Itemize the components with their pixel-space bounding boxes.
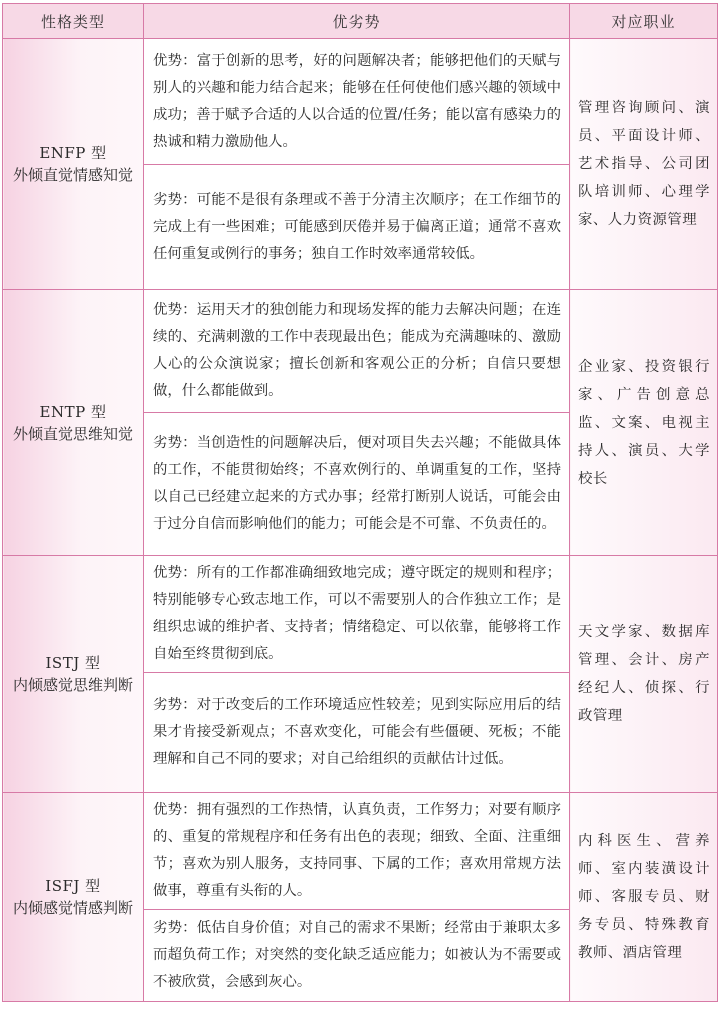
cons-cell: 劣势：可能不是很有条理或不善于分清主次顺序；在工作细节的完成上有一些困难；可能感到厌倦并易于偏离正道；通常不喜欢任何重复或例行的事务；独自工作时效率通常较低。	[144, 165, 570, 290]
type-code: ISTJ 型	[45, 654, 101, 672]
careers-cell: 企业家、投资银行家、广告创意总监、文案、电视主持人、演员、大学校长	[570, 290, 718, 556]
type-code: ENFP 型	[39, 144, 107, 162]
type-name: 内倾感觉情感判断	[12, 899, 133, 917]
pros-cell: 优势：富于创新的思考，好的问题解决者；能够把他们的天赋与别人的兴趣和能力结合起来；能够在任何使他们感兴趣的领域中成功；善于赋予合适的人以合适的位置/任务；能以富有感染力的热诚和精力激励他人。	[144, 39, 570, 165]
cons-cell: 劣势：低估自身价值；对自己的需求不果断；经常由于兼职太多而超负荷工作；对突然的变化缺乏适应能力；如被认为不需要或不被欣赏，会感到灰心。	[144, 910, 570, 1002]
careers-cell: 天文学家、数据库管理、会计、房产经纪人、侦探、行政管理	[570, 556, 718, 793]
header-row	[3, 4, 718, 39]
header-careers: 对应职业	[570, 4, 718, 39]
type-name: 外倾直觉思维知觉	[12, 424, 133, 443]
cons-cell: 劣势：当创造性的问题解决后，便对项目失去兴趣；不能做具体的工作，不能贯彻始终；不喜欢例行的、单调重复的工作，坚持以自己已经建立起来的方式办事；经常打断别人说话，可能会由于过分自信而影响他们的能力；可能会是不可靠、不负责任的。	[144, 413, 570, 556]
header-type: 性格类型	[3, 4, 144, 39]
header-advantages: 优劣势	[144, 4, 570, 39]
type-name: 外倾直觉情感知觉	[12, 166, 133, 184]
careers-cell: 内科医生、营养师、室内装潢设计师、客服专员、财务专员、特殊教育教师、酒店管理	[570, 793, 718, 1002]
type-code: ISFJ 型	[45, 877, 101, 895]
table-row	[3, 290, 718, 413]
pros-cell: 优势：拥有强烈的工作热情，认真负责，工作努力；对要有顺序的、重复的常规程序和任务有出色的表现；细致、全面、注重细节；喜欢为别人服务，支持同事、下属的工作；喜欢用常规方法做事，尊重有头衔的人。	[144, 793, 570, 910]
type-code: ENTP 型	[39, 402, 107, 421]
pros-cell: 优势：所有的工作都准确细致地完成；遵守既定的规则和程序；特别能够专心致志地工作，可以不需要别人的合作独立工作；是组织忠诚的维护者、支持者；情绪稳定、可以依靠，能够将工作自始至终贯彻到底。	[144, 556, 570, 673]
type-cell-isfj	[3, 793, 144, 1002]
table-row	[3, 793, 718, 910]
personality-career-table	[2, 3, 718, 1002]
careers-cell: 管理咨询顾问、演员、平面设计师、艺术指导、公司团队培训师、心理学家、人力资源管理	[570, 39, 718, 290]
pros-cell: 优势：运用天才的独创能力和现场发挥的能力去解决问题；在连续的、充满刺激的工作中表现最出色；能成为充满趣味的、激励人心的公众演说家；擅长创新和客观公正的分析；自信只要想做，什么都能做到。	[144, 290, 570, 413]
table-row	[3, 39, 718, 165]
type-cell-enfp	[3, 39, 144, 290]
type-cell-istj	[3, 556, 144, 793]
table-row	[3, 556, 718, 673]
type-name: 内倾感觉思维判断	[12, 676, 133, 694]
cons-cell: 劣势：对于改变后的工作环境适应性较差；见到实际应用后的结果才肯接受新观点；不喜欢变化，可能会有些僵硬、死板；不能理解和自己不同的要求；对自己给组织的贡献估计过低。	[144, 673, 570, 793]
type-cell-entp	[3, 290, 144, 556]
